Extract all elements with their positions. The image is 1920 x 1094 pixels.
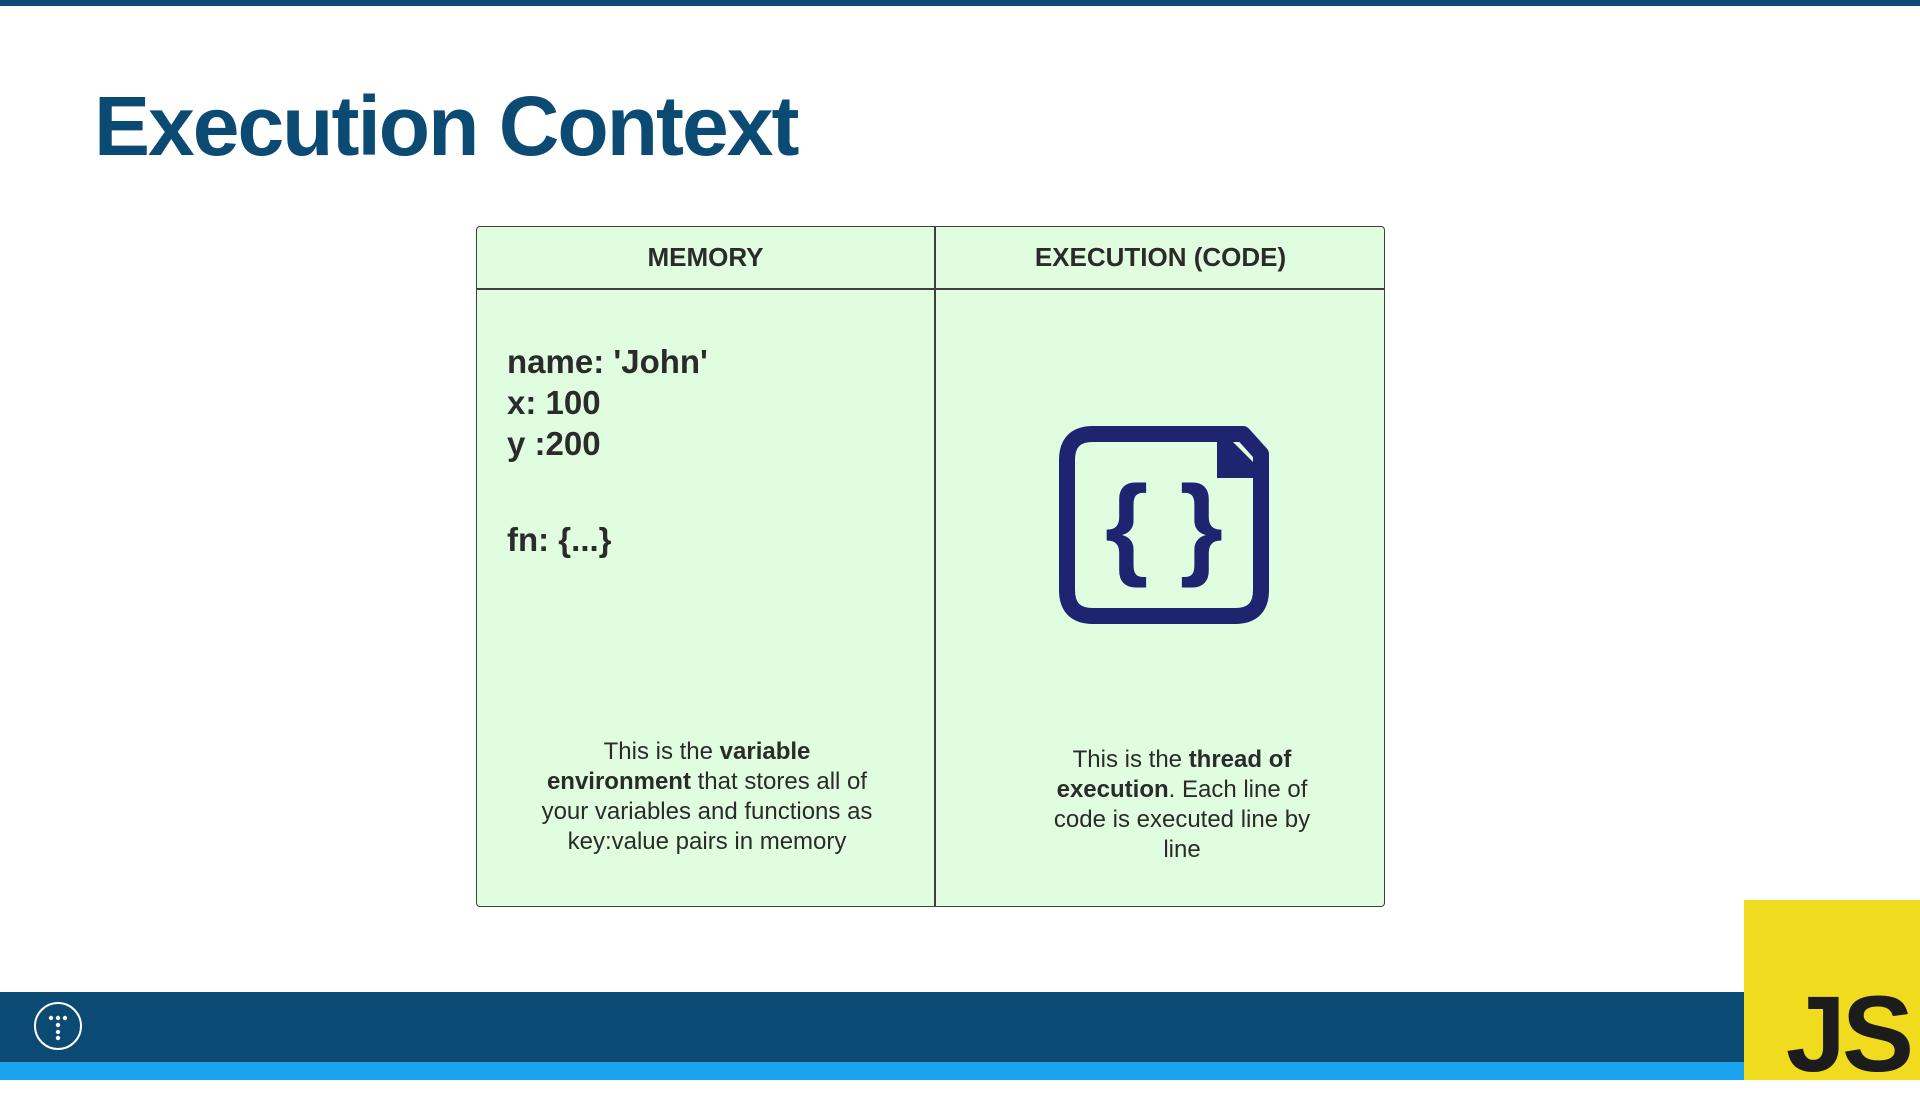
execution-description — [1037, 745, 1327, 865]
execution-desc-tail: . Each line of code is executed line by line — [1053, 776, 1311, 863]
brand-logo-glyph — [36, 1004, 80, 1048]
svg-text:{ }: { } — [1104, 463, 1224, 588]
memory-column-header: MEMORY — [647, 242, 764, 272]
slide-title: Execution Context — [94, 79, 798, 173]
memory-item-fn: fn: {...} — [507, 521, 612, 558]
memory-description — [537, 737, 877, 857]
top-rule — [0, 0, 1920, 6]
brand-logo-icon — [34, 1002, 82, 1050]
js-badge-text: JS — [1785, 973, 1910, 1094]
header-divider — [477, 288, 1384, 290]
execution-desc-emphasis: thread of execution — [1056, 746, 1292, 803]
footer-bar — [0, 992, 1920, 1062]
memory-item-x: x: 100 — [507, 384, 601, 421]
memory-item-name: name: 'John' — [507, 343, 708, 380]
memory-desc-tail: that stores all of your variables and functions as key:value pairs in memory — [541, 768, 873, 855]
memory-item-y: y :200 — [507, 425, 601, 462]
code-file-icon — [1057, 424, 1271, 626]
execution-column-header: EXECUTION (CODE) — [1034, 242, 1287, 272]
memory-desc-emphasis: variable environment — [546, 738, 811, 795]
js-badge — [1744, 900, 1920, 1094]
footer-strip — [0, 1062, 1920, 1080]
execution-context-table — [476, 226, 1385, 907]
execution-desc-lead: This is the — [1072, 746, 1189, 773]
memory-list — [507, 341, 708, 560]
memory-desc-lead: This is the — [603, 738, 720, 765]
column-divider — [934, 227, 936, 906]
